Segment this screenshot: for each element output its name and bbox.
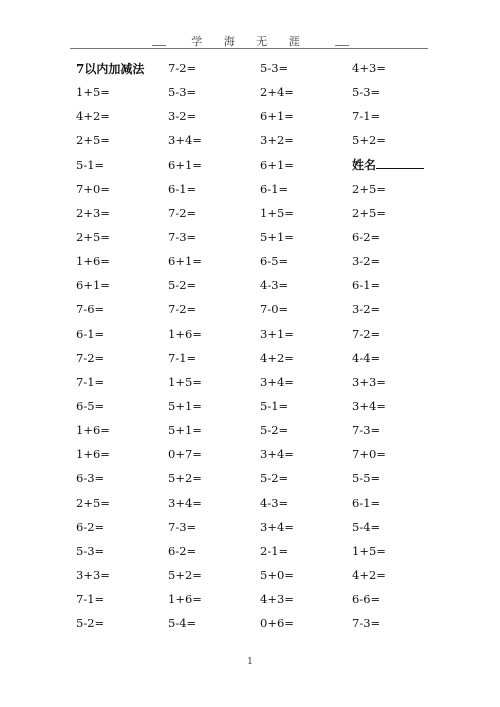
math-problem: 1+5= xyxy=(76,85,110,100)
worksheet-row xyxy=(76,418,436,442)
math-problem: 3-2= xyxy=(352,254,381,269)
math-problem: 6-3= xyxy=(76,471,105,486)
math-problem: 7-2= xyxy=(352,326,381,341)
worksheet-title: 7以内加减法 xyxy=(76,61,145,76)
math-problem: 6-2= xyxy=(76,519,105,534)
worksheet-row xyxy=(76,466,436,490)
math-problem: 4+2= xyxy=(76,109,110,124)
math-problem: 2+5= xyxy=(76,133,110,148)
page-header: 学 海 无 涯 xyxy=(191,35,309,48)
worksheet-row xyxy=(76,442,436,466)
worksheet-row xyxy=(76,297,436,321)
math-problem: 3+4= xyxy=(260,447,294,462)
header-tick-right xyxy=(335,45,349,46)
name-blank-line[interactable] xyxy=(376,159,424,169)
math-problem: 4-3= xyxy=(260,278,289,293)
math-problem: 1+5= xyxy=(168,374,202,389)
math-problem: 7-1= xyxy=(76,374,105,389)
math-problem: 7-2= xyxy=(168,205,197,220)
math-problem: 1+6= xyxy=(76,254,110,269)
math-problem: 7-0= xyxy=(260,302,289,317)
math-problem: 3+4= xyxy=(260,519,294,534)
worksheet-row xyxy=(76,539,436,563)
math-problem: 2+5= xyxy=(76,495,110,510)
math-problem: 5+1= xyxy=(260,230,294,245)
math-problem: 6+1= xyxy=(168,157,202,172)
math-problem: 7-3= xyxy=(352,616,381,631)
worksheet-row xyxy=(76,370,436,394)
math-problem: 5+1= xyxy=(168,399,202,414)
worksheet-row xyxy=(76,273,436,297)
worksheet-row xyxy=(76,201,436,225)
math-problem: 5-3= xyxy=(168,85,197,100)
math-problem: 7-3= xyxy=(168,230,197,245)
math-problem: 2+3= xyxy=(76,205,110,220)
math-problem: 3+4= xyxy=(168,133,202,148)
page-number: 1 xyxy=(247,657,253,667)
math-problem: 2+5= xyxy=(76,230,110,245)
header-tick-left xyxy=(152,45,166,46)
math-problem: 5-5= xyxy=(352,471,381,486)
math-problem: 7-6= xyxy=(76,302,105,317)
math-problem: 5+2= xyxy=(168,568,202,583)
math-problem: 6-1= xyxy=(260,181,289,196)
worksheet-grid xyxy=(76,56,436,635)
math-problem: 2+5= xyxy=(352,205,386,220)
math-problem: 7-3= xyxy=(352,423,381,438)
math-problem: 5+2= xyxy=(352,133,386,148)
math-problem: 1+5= xyxy=(260,205,294,220)
math-problem: 4+3= xyxy=(352,61,386,76)
math-problem: 5-1= xyxy=(76,157,105,172)
math-problem: 5-2= xyxy=(168,278,197,293)
math-problem: 6+1= xyxy=(260,109,294,124)
worksheet-row xyxy=(76,225,436,249)
math-problem: 6-1= xyxy=(352,278,381,293)
math-problem: 7-1= xyxy=(76,592,105,607)
math-problem: 5-2= xyxy=(76,616,105,631)
math-problem: 6-2= xyxy=(168,543,197,558)
math-problem: 7+0= xyxy=(352,447,386,462)
math-problem: 5+0= xyxy=(260,568,294,583)
math-problem: 4+2= xyxy=(260,350,294,365)
math-problem: 5-1= xyxy=(260,399,289,414)
math-problem: 3+3= xyxy=(76,568,110,583)
math-problem: 5+1= xyxy=(168,423,202,438)
worksheet-row xyxy=(76,177,436,201)
math-problem: 0+6= xyxy=(260,616,294,631)
worksheet-row xyxy=(76,104,436,128)
math-problem: 1+6= xyxy=(76,447,110,462)
worksheet-row xyxy=(76,153,436,177)
math-problem: 6-1= xyxy=(168,181,197,196)
math-problem: 6-6= xyxy=(352,592,381,607)
math-problem: 6-1= xyxy=(352,495,381,510)
math-problem: 5-2= xyxy=(260,471,289,486)
name-field xyxy=(352,156,436,173)
math-problem: 2+4= xyxy=(260,85,294,100)
math-problem: 1+6= xyxy=(168,326,202,341)
math-problem: 3-2= xyxy=(168,109,197,124)
math-problem: 1+5= xyxy=(352,543,386,558)
worksheet-row xyxy=(76,346,436,370)
math-problem: 0+7= xyxy=(168,447,202,462)
worksheet-row xyxy=(76,563,436,587)
math-problem: 7-1= xyxy=(352,109,381,124)
math-problem: 7-2= xyxy=(76,350,105,365)
worksheet-row xyxy=(76,128,436,152)
math-problem: 2+5= xyxy=(352,181,386,196)
math-problem: 3-2= xyxy=(352,302,381,317)
math-problem: 6-1= xyxy=(76,326,105,341)
worksheet-row xyxy=(76,587,436,611)
worksheet-row xyxy=(76,80,436,104)
math-problem: 4-4= xyxy=(352,350,381,365)
math-problem: 7-2= xyxy=(168,61,197,76)
math-problem: 3+3= xyxy=(352,374,386,389)
math-problem: 7-1= xyxy=(168,350,197,365)
math-problem: 6+1= xyxy=(260,157,294,172)
math-problem: 1+6= xyxy=(168,592,202,607)
worksheet-row xyxy=(76,56,436,80)
worksheet-row xyxy=(76,491,436,515)
math-problem: 3+2= xyxy=(260,133,294,148)
worksheet-row xyxy=(76,249,436,273)
math-problem: 6+1= xyxy=(76,278,110,293)
math-problem: 3+1= xyxy=(260,326,294,341)
math-problem: 7+0= xyxy=(76,181,110,196)
math-problem: 5-3= xyxy=(260,61,289,76)
math-problem: 7-2= xyxy=(168,302,197,317)
math-problem: 4+3= xyxy=(260,592,294,607)
math-problem: 6-2= xyxy=(352,230,381,245)
name-label: 姓名 xyxy=(352,158,377,173)
math-problem: 5-3= xyxy=(352,85,381,100)
worksheet-row xyxy=(76,515,436,539)
math-problem: 3+4= xyxy=(260,374,294,389)
math-problem: 5-2= xyxy=(260,423,289,438)
worksheet-row xyxy=(76,394,436,418)
math-problem: 3+4= xyxy=(352,399,386,414)
math-problem: 3+4= xyxy=(168,495,202,510)
math-problem: 4-3= xyxy=(260,495,289,510)
math-problem: 7-3= xyxy=(168,519,197,534)
math-problem: 5+2= xyxy=(168,471,202,486)
math-problem: 2-1= xyxy=(260,543,289,558)
worksheet-row xyxy=(76,322,436,346)
header-rule xyxy=(70,48,428,49)
worksheet-row xyxy=(76,611,436,635)
math-problem: 1+6= xyxy=(76,423,110,438)
math-problem: 5-3= xyxy=(76,543,105,558)
math-problem: 6+1= xyxy=(168,254,202,269)
math-problem: 6-5= xyxy=(260,254,289,269)
math-problem: 5-4= xyxy=(352,519,381,534)
math-problem: 4+2= xyxy=(352,568,386,583)
math-problem: 6-5= xyxy=(76,399,105,414)
math-problem: 5-4= xyxy=(168,616,197,631)
